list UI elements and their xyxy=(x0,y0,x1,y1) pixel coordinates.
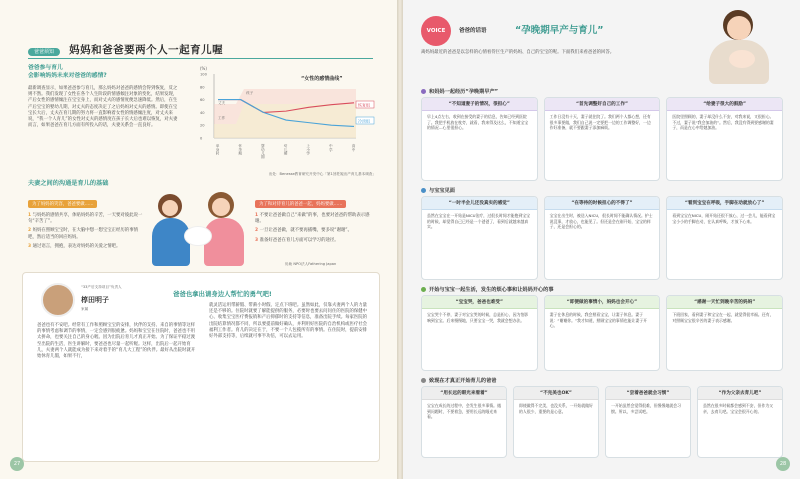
y-tick-label: 100 xyxy=(200,72,207,77)
series-work: 工作 xyxy=(218,116,226,120)
profile-label: “33产后支持项目”负责人 xyxy=(81,285,122,289)
advice-col2: 就灵活运用带薪假、带薪小时假、定点下班吧。虽然如此，仅靠夫妻两个人的力量还是不够的。住院时就要了解能提供的服务，必要时也要去问问住的医院的保健中心、收集宝宝医疗费报销和产后抑郁时的支持等信息，准备出院手续。每家医院的出院结算情况都不同，所以要提前做好确认，并利用好医院的自治机构或医疗社会福利工作者。育儿的决定在于，不要一个人包揽所有的事情。在住院时，提前安排好外部支持等，后续就可事半功倍，可以去运用。 xyxy=(209,303,368,340)
section4-title: 致现在才真正开始育儿的爸爸 xyxy=(421,377,496,384)
advice-col1: 爸爸也有不安吧。经常有工作和照顾宝宝的安排，伙伴的支持、来自的事情等这样的事情考虑和调节的事情，一定会感到很疲惫。妈妈和宝宝在住院时，爸爸也不用太拼命，也要关注自己的身心喔。因为出院后育儿才真正开始。为了保证平稳过渡至出院的生活，医生讲解时，要爸爸也尽量一起听喔。这样，出院后一起开始育儿，夫妻两个人就能成为接下来对着手的“育儿大工程”的伙伴。最好从出院时就开始休育儿假，如果不行， xyxy=(37,323,196,360)
card-body: 虽然在很多时候都会感到不安，但作为父亲，去育儿吧。宝宝会很开心的。 xyxy=(703,403,774,414)
s2-cards-card xyxy=(666,196,783,280)
card-body: 早上4点左右，收到在接受的妻子的信息，告知已经到医院了。我把手机放在枕旁，就看，我来得及这么，不知道宝宝的情况…心里很担心。 xyxy=(427,114,529,131)
s1-cards-card xyxy=(544,97,661,181)
s4-cards-card xyxy=(697,386,783,458)
couple-illustration xyxy=(150,186,248,268)
y-tick-label: 20 xyxy=(200,123,205,128)
caption-credit: 协助 NPO法人Fathering Japan xyxy=(285,262,337,266)
advice-heading: 爸爸也拿出请身边人帮忙的勇气吧! xyxy=(173,290,272,298)
profile-role: 家属 xyxy=(81,307,89,311)
profile-name: 椁田明子 xyxy=(81,296,109,304)
s1-cards-card xyxy=(666,97,783,181)
card-heading: “感谢一天忙到晚辛苦的妈妈” xyxy=(667,296,782,309)
card-heading: “不知道妻子的情况，很担心” xyxy=(422,98,537,111)
card-heading: “用长远的眼光来看着” xyxy=(422,387,506,400)
do-list: 为了和对待育儿的爸爸一起，妈妈要做…… 1 不要让爸爸做自己“来做”的事，也要对爸爸的帮助表示感谢。 2 一旦让爸爸做，就不要再插嘴，要多说“谢谢”。 3 准备好爸爸在育儿方面可以学习的途径。 xyxy=(255,202,370,243)
card-heading: “作为父亲去育儿吧” xyxy=(698,387,782,400)
card-body: 一开始虽然会觉得很难，但慢慢地就会习惯。所以，多尝试吧。 xyxy=(611,403,682,414)
series-husband: 丈夫 xyxy=(218,101,226,105)
s4-cards-card xyxy=(421,386,507,458)
s4-cards-card xyxy=(513,386,599,458)
left-page xyxy=(0,0,397,479)
right-title: “孕晚期早产与育儿” xyxy=(515,25,604,36)
card-heading: “给妻子很大的鼓励” xyxy=(667,98,782,111)
x-tick-label: 婴幼儿期 xyxy=(261,144,266,159)
card-body: 宝宝哭个不停，妻子对宝宝哭的时候，总是担心，因为怕影响到宝宝。后来慢慢地，只要宝宝一哭，我就会想办法。 xyxy=(427,312,529,323)
card-heading: “首先调整好自己的工作” xyxy=(545,98,660,111)
section3-title: 开始与宝宝一起生活，发生的烦心事和让妈妈开心的事 xyxy=(421,286,554,293)
card-body: 即使做得不完美，也没关系，一开始就做好的人很少，重要的是心意。 xyxy=(519,403,593,414)
card-body: 妻子在休息的时候，我会照看宝宝，让妻子休息。妻子说：“谢谢你。”我才知道，照顾宝宝的事情也能让妻子开心。 xyxy=(549,312,648,329)
card-heading: “看到宝宝在呼吸，手脚在动就放心了” xyxy=(667,197,782,210)
subheading-communication: 夫妻之间的沟通是育儿的基础 xyxy=(28,180,109,187)
section2-title: 与宝宝见面 xyxy=(421,187,455,194)
x-tick-label: 高中 xyxy=(352,144,356,152)
y-tick-label: 0 xyxy=(200,136,203,141)
card-body: 看到宝宝在NICU，刚开始还很不放心，过一会儿，能看到宝宝小小的手脚在动，在认真呼吸，才放下心来。 xyxy=(672,213,776,224)
series-child: 孩子 xyxy=(246,91,254,95)
x-tick-label: 上小学 xyxy=(306,144,311,155)
x-tick-label: 单身时 xyxy=(216,144,220,155)
chart-legend: “女性的感情曲线” xyxy=(301,76,343,82)
x-tick-label: 怀孕期 xyxy=(238,144,243,155)
x-tick-label: 幼儿期 xyxy=(284,144,288,155)
s2-cards-card xyxy=(421,196,538,280)
card-body: 医院里照顾的，妻子却没什么不安，对我来说，又很担心。不过，妻子说“我会加油的”。然后，我没有得到要感谢的妻子，而是在心中给她加油。 xyxy=(672,114,774,131)
dont-list: 为了妈妈的笑容，爸爸要做…… 1 与妈妈的感情共享，体贴妈妈的辛苦，一天要对彼此说一句“辛苦了”。 2 妈妈在照顾宝宝时，在大脑中想一想宝宝正经历的事情吧，然后适当的回应妈妈。 3 通过语言，拥抱，表达对妈妈的关爱之情吧。 xyxy=(28,202,143,249)
s3-cards-card xyxy=(421,295,538,371)
s3-cards-card xyxy=(666,295,783,371)
y-tick-label: 40 xyxy=(200,110,205,115)
card-heading: “宝宝哭，爸爸也难受” xyxy=(422,296,537,309)
profile-photo xyxy=(41,283,75,317)
left-title-row xyxy=(28,38,223,57)
card-heading: “尝着爸爸就会习惯” xyxy=(606,387,690,400)
advice-panel xyxy=(22,272,380,462)
x-tick-label: 中学 xyxy=(329,144,334,152)
card-body: 宝宝在成长的过程中，会发生很多事情。遇到问题时，不要着急，要用长远的眼光来看。 xyxy=(427,403,501,420)
card-heading: “不完美也OK” xyxy=(514,387,598,400)
page-number-right: 28 xyxy=(776,457,790,471)
voice-subtitle: 爸爸的话语 xyxy=(459,28,487,34)
s1-cards-card xyxy=(421,97,538,181)
s3-cards-card xyxy=(544,295,661,371)
card-heading: “一时半会儿还没真实的感觉” xyxy=(422,197,537,210)
intro-body: 最新调查显示，如果爸爸参与育儿，那么妈妈对爸爸的感情会得到恢复，反之则不然。我们发现了女性在各个人生阶段的情感倾注对象的变化，结果发现，产后女性的感情倾注在宝宝身上，而对丈夫的感情度便急速降低。然后，在生产后宝宝的婴幼儿期，对丈夫的态度决定了之后妈妈对丈夫的感情。即使在宝宝长大后，丈夫在育儿期的努力将一直影响着女性的情感倾注度，对丈夫来说，“我一个人育儿”的女性对丈夫的感情度在孩子长大后也难以恢复，对夫妻而言，如果爸爸在育儿方面有所投入的话，夫妻关系会一直良好。 xyxy=(28,86,178,129)
cold-label: 冷淡组 xyxy=(358,118,370,124)
section-tag: 爸爸须知 xyxy=(28,48,60,56)
card-body: 宝宝在出生时，被送入NICU，很长时间不能确认情况。护士说没事，才放心，也能见了。但还是会在刚开始，宝宝的样子，还是会担心的。 xyxy=(549,213,653,230)
card-heading: “即便做的事情小，妈妈也会开心” xyxy=(545,296,660,309)
father-baby-illustration xyxy=(703,6,783,86)
card-heading: “在等待的时候担心的不得了” xyxy=(545,197,660,210)
chart-source: 出处：Benesse教育研究开发中心「第1回妊娠出产育儿基本调查」 xyxy=(268,172,376,176)
right-page xyxy=(403,0,800,479)
section1-title: 和妈妈一起经历“孕晚期早产” xyxy=(421,88,498,95)
s4-cards-card xyxy=(605,386,691,458)
voice-badge: VOICE xyxy=(421,16,451,46)
page-number-left: 27 xyxy=(10,457,24,471)
y-tick-label: 80 xyxy=(200,85,205,90)
right-intro: 离妈妈最近的爸爸是以怎样的心情看待巨生产的妈妈、自己的宝宝的呢。下面我们来看爸爸的回答。 xyxy=(421,50,615,55)
y-tick-label: 60 xyxy=(200,98,205,103)
question-heading: 爸爸参与育儿 会影响妈妈未来对爸爸的感情? xyxy=(28,65,107,79)
page-title: 妈妈和爸爸要两个人一起育儿喔 xyxy=(69,44,224,56)
card-body: 虽然在宝宝在一开始是NICU治疗，过很长时间才能抱到宝宝的时候，却觉得自己已经是一个爸爸了，看到后就越来越真实。 xyxy=(427,213,530,230)
y-unit: (%) xyxy=(200,66,207,71)
recover-label: 恢复组 xyxy=(358,102,370,108)
card-body: 下班回家，看到妻子和宝宝在一起，就觉得很幸福。还有，对照顾宝宝很辛苦的妻子表示感谢。 xyxy=(672,312,774,323)
s2-cards-card xyxy=(544,196,661,280)
card-body: 工作日没有十天，妻子就住院了。我们两个人都心想，还有很多事要做，我们自己说一定要把一边的工作调整好，一边作好准备，就不要跟妻子添加麻烦。 xyxy=(549,114,651,131)
emotion-curve-chart xyxy=(196,64,376,168)
